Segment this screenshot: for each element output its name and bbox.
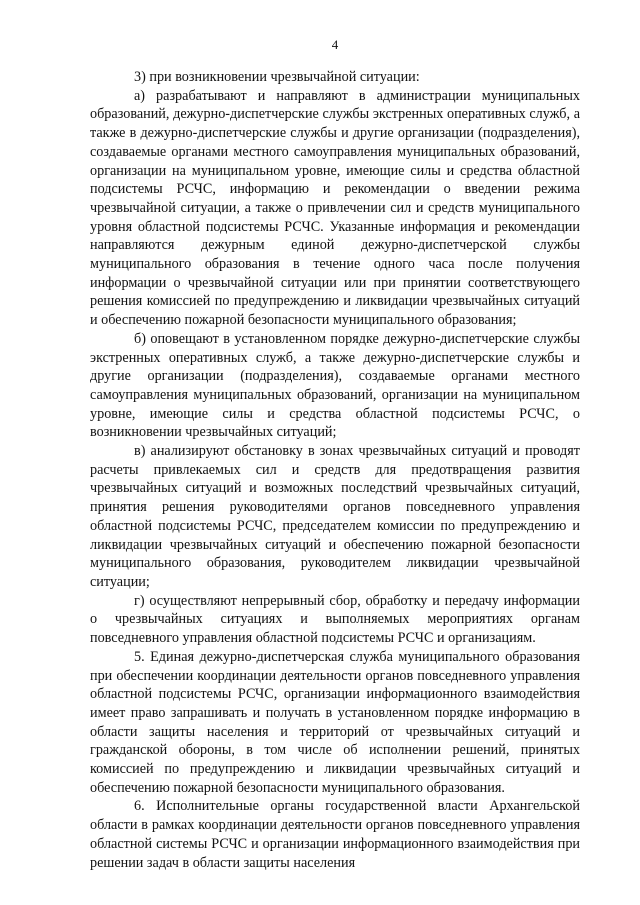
paragraph-3b: б) оповещают в установленном порядке дежурно-диспетчерские службы экстренных оперативных служб, а также дежурно-диспетчерские службы и другие организации (подразделения), создаваемые органами местного самоуправления муниципальных образований, организации на муниципальном уровне, имеющие силы и средства областной подсистемы РСЧС, о возникновении чрезвычайных ситуаций; [90, 330, 580, 441]
paragraph-5: 5. Единая дежурно-диспетчерская служба муниципального образования при обеспечении координации деятельности органов повседневного управления областной подсистемы РСЧС, организации информационного взаимодействия имеет право запрашивать и получать в установленном порядке информацию в области защиты населения и территорий от чрезвычайных ситуаций и гражданской обороны, в том числе об исполнении решений, принятых комиссией по предупреждению и ликвидации чрезвычайных ситуаций и обеспечению пожарной безопасности муниципального образования. [90, 648, 580, 796]
paragraph-3-heading: 3) при возникновении чрезвычайной ситуации: [134, 69, 420, 85]
paragraph-6: 6. Исполнительные органы государственной власти Архангельской области в рамках координации деятельности органов повседневного управления областной системы РСЧС и организации информационного взаимодействия при решении задач в области защиты населения [90, 798, 580, 871]
paragraph-3a: а) разрабатывают и направляют в администрации муниципальных образований, дежурно-диспетчерские службы экстренных оперативных служб, а также в дежурно-диспетчерские службы и другие организации (подразделения), создаваемые органами местного самоуправления муниципальных образований, организации на муниципальном уровне, имеющие силы и средства областной подсистемы РСЧС, информацию и рекомендации о введении режима чрезвычайной ситуации, а также о привлечении сил и средств муниципального уровня областной подсистемы РСЧС. Указанные информация и рекомендации направляются дежурным единой дежурно-диспетчерской службы муниципального образования в течение одного часа после получения информации о чрезвычайной ситуации или при принятии соответствующего решения комиссией по предупреждению и ликвидации чрезвычайных ситуаций и обеспечению пожарной безопасности муниципального образования; [90, 87, 580, 329]
paragraph-3v: в) анализируют обстановку в зонах чрезвычайных ситуаций и проводят расчеты привлекаемых сил и средств для предотвращения развития чрезвычайных ситуаций и возможных последствий чрезвычайных ситуаций, принятия решения руководителями органов повседневного управления областной подсистемы РСЧС, председателем комиссии по предупреждению и ликвидации чрезвычайных ситуаций и обеспечению пожарной безопасности муниципального образования, руководителем ликвидации чрезвычайной ситуации; [90, 443, 580, 590]
page-number: 4 [331, 37, 339, 52]
paragraph-3g: г) осуществляют непрерывный сбор, обработку и передачу информации о чрезвычайных ситуациях и выполняемых мероприятиях органам повседневного управления областной подсистемы РСЧС и организациям. [90, 592, 580, 647]
